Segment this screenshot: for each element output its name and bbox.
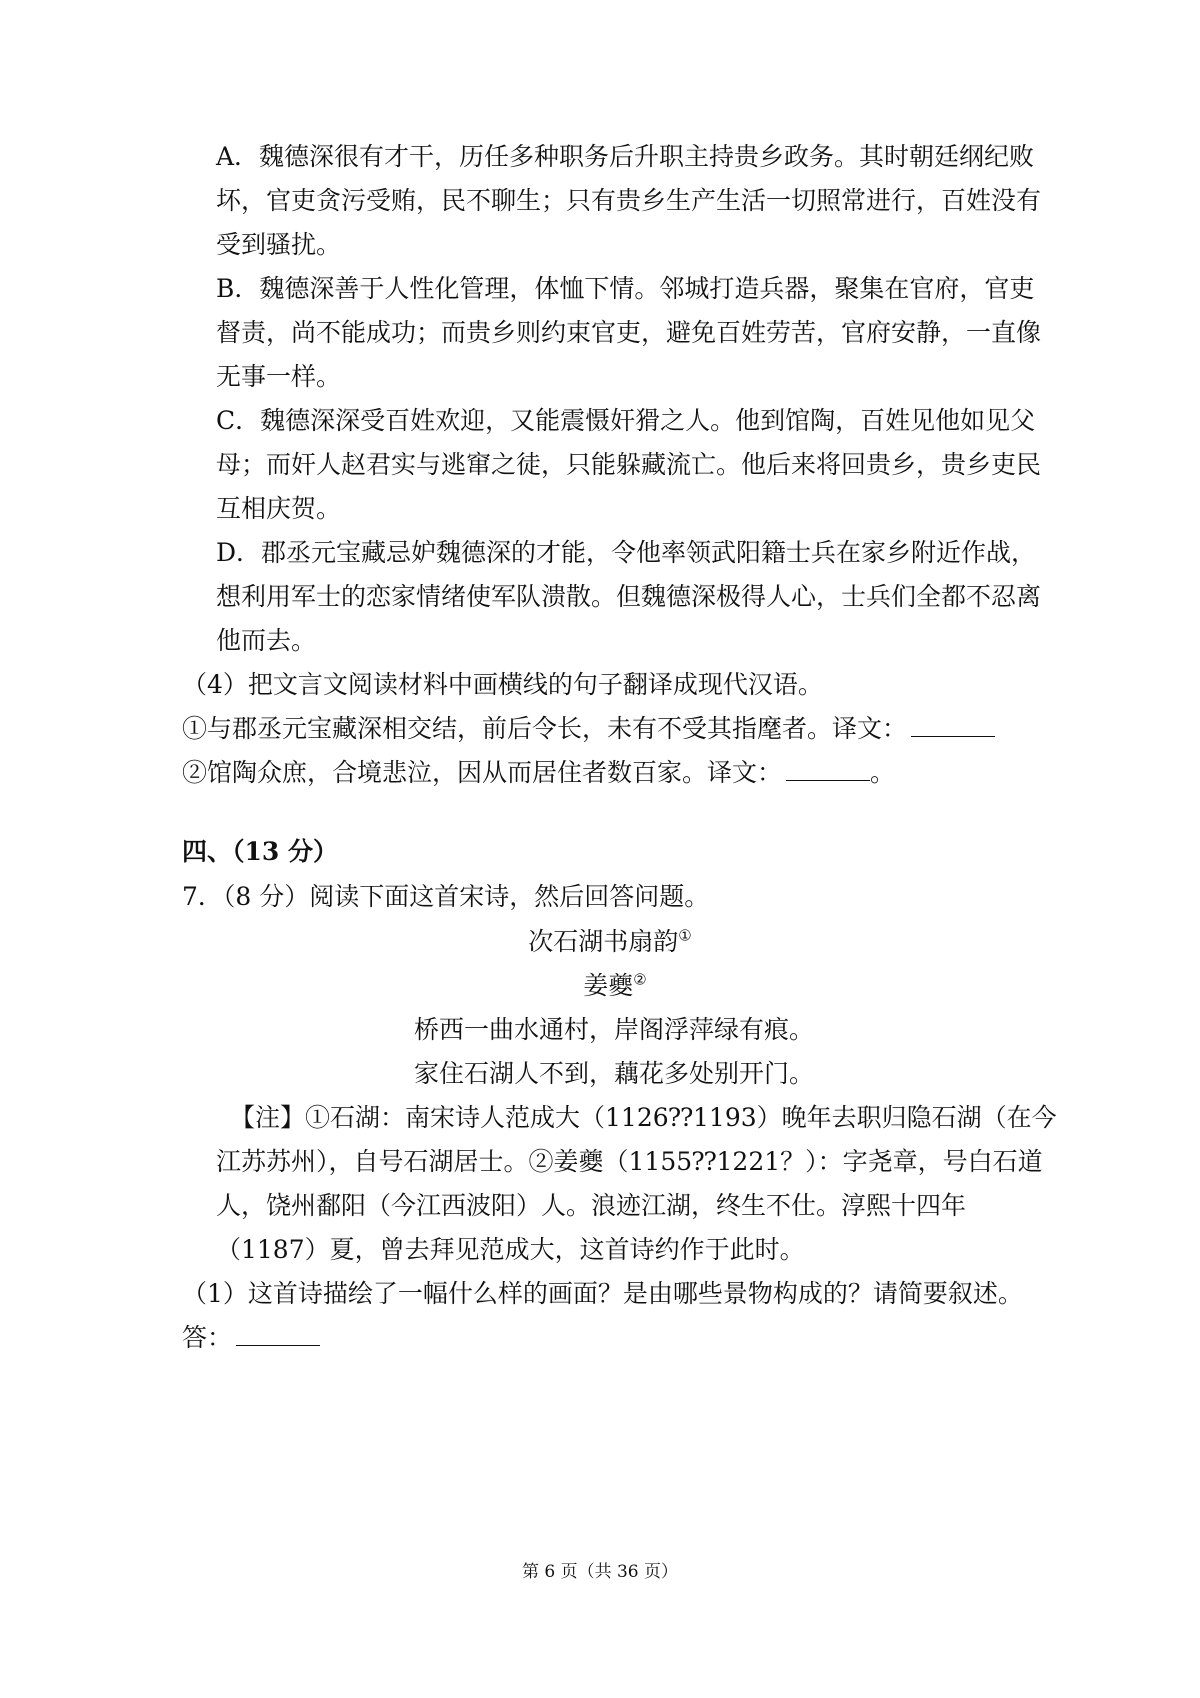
q7-answer-row (182, 1321, 320, 1355)
q4-sentence-1-text: ①与郡丞元宝藏深相交结，前后令长，未有不受其指麾者。译文： (182, 714, 908, 743)
poem-title-note: ① (678, 926, 692, 945)
option-a-line-1: A．魏德深很有才干，历任多种职务后升职主持贵乡政务。其时朝廷纲纪败 (216, 142, 1035, 171)
option-c-line-3: 互相庆贺。 (216, 494, 342, 523)
q4-answer-blank-1[interactable] (911, 714, 995, 737)
q7-answer-label: 答： (182, 1323, 233, 1352)
poem-notes-line-2: 江苏苏州），自号石湖居士。②姜夔（1155⁇1221？）：字尧章，号白石道 (216, 1147, 1043, 1176)
q4-sentence-1 (182, 712, 995, 746)
poem-author (0, 969, 1200, 1003)
section-4-title: 四、（13 分） (182, 837, 338, 866)
poem-line-2: 家住石湖人不到，藕花多处别开门。 (413, 1059, 814, 1088)
poem-notes-line-3: 人，饶州鄱阳（今江西波阳）人。浪迹江湖，终生不仕。淳熙十四年 (216, 1191, 967, 1220)
poem-notes-line-4: （1187）夏，曾去拜见范成大，这首诗约作于此时。 (216, 1235, 805, 1264)
option-d-line-2: 想利用军士的恋家情绪使军队溃散。但魏德深极得人心，士兵们全都不忍离 (216, 582, 1042, 611)
option-a-line-2: 坏，官吏贪污受贿，民不聊生；只有贵乡生产生活一切照常进行，百姓没有 (216, 186, 1042, 215)
poem-author-text: 姜夔 (583, 971, 634, 1000)
q4-sentence-2 (182, 756, 895, 790)
poem-title (0, 925, 1200, 959)
page-footer: 第 6 页（共 36 页） (521, 1562, 679, 1582)
option-b-line-2: 督责，尚不能成功；而贵乡则约束官吏，避免百姓劳苦，官府安静，一直像 (216, 318, 1042, 347)
q4-sentence-2-text: ②馆陶众庶，合境悲泣，因从而居住者数百家。译文： (182, 758, 783, 787)
q4-sentence-2-end: 。 (870, 758, 896, 787)
q7-intro: 7．（8 分）阅读下面这首宋诗，然后回答问题。 (182, 882, 710, 911)
option-c-line-2: 母；而奸人赵君实与逃窜之徒，只能躲藏流亡。他后来将回贵乡，贵乡吏民 (216, 450, 1042, 479)
poem-author-note: ② (633, 970, 647, 989)
option-d-line-1: D．郡丞元宝藏忌妒魏德深的才能，令他率领武阳籍士兵在家乡附近作战， (216, 538, 1037, 567)
poem-notes-line-1: 【注】①石湖：南宋诗人范成大（1126⁇1193）晚年去职归隐石湖（在今 (230, 1103, 1057, 1132)
q7-answer-blank[interactable] (236, 1323, 320, 1346)
poem-line-1: 桥西一曲水通村，岸阁浮萍绿有痕。 (413, 1015, 814, 1044)
option-b-line-3: 无事一样。 (216, 362, 342, 391)
q4-answer-blank-2[interactable] (786, 758, 870, 781)
poem-title-text: 次石湖书扇韵 (528, 927, 679, 956)
q7-sub-question-1: （1）这首诗描绘了一幅什么样的画面？是由哪些景物构成的？请简要叙述。 (182, 1279, 1023, 1308)
option-b-line-1: B．魏德深善于人性化管理，体恤下情。邻城打造兵器，聚集在官府，官吏 (216, 274, 1035, 303)
option-c-line-1: C．魏德深深受百姓欢迎，又能震慑奸猾之人。他到馆陶，百姓见他如见父 (216, 406, 1036, 435)
option-a-line-3: 受到骚扰。 (216, 230, 342, 259)
option-d-line-3: 他而去。 (216, 626, 317, 655)
q4-title: （4）把文言文阅读材料中画横线的句子翻译成现代汉语。 (182, 670, 823, 699)
